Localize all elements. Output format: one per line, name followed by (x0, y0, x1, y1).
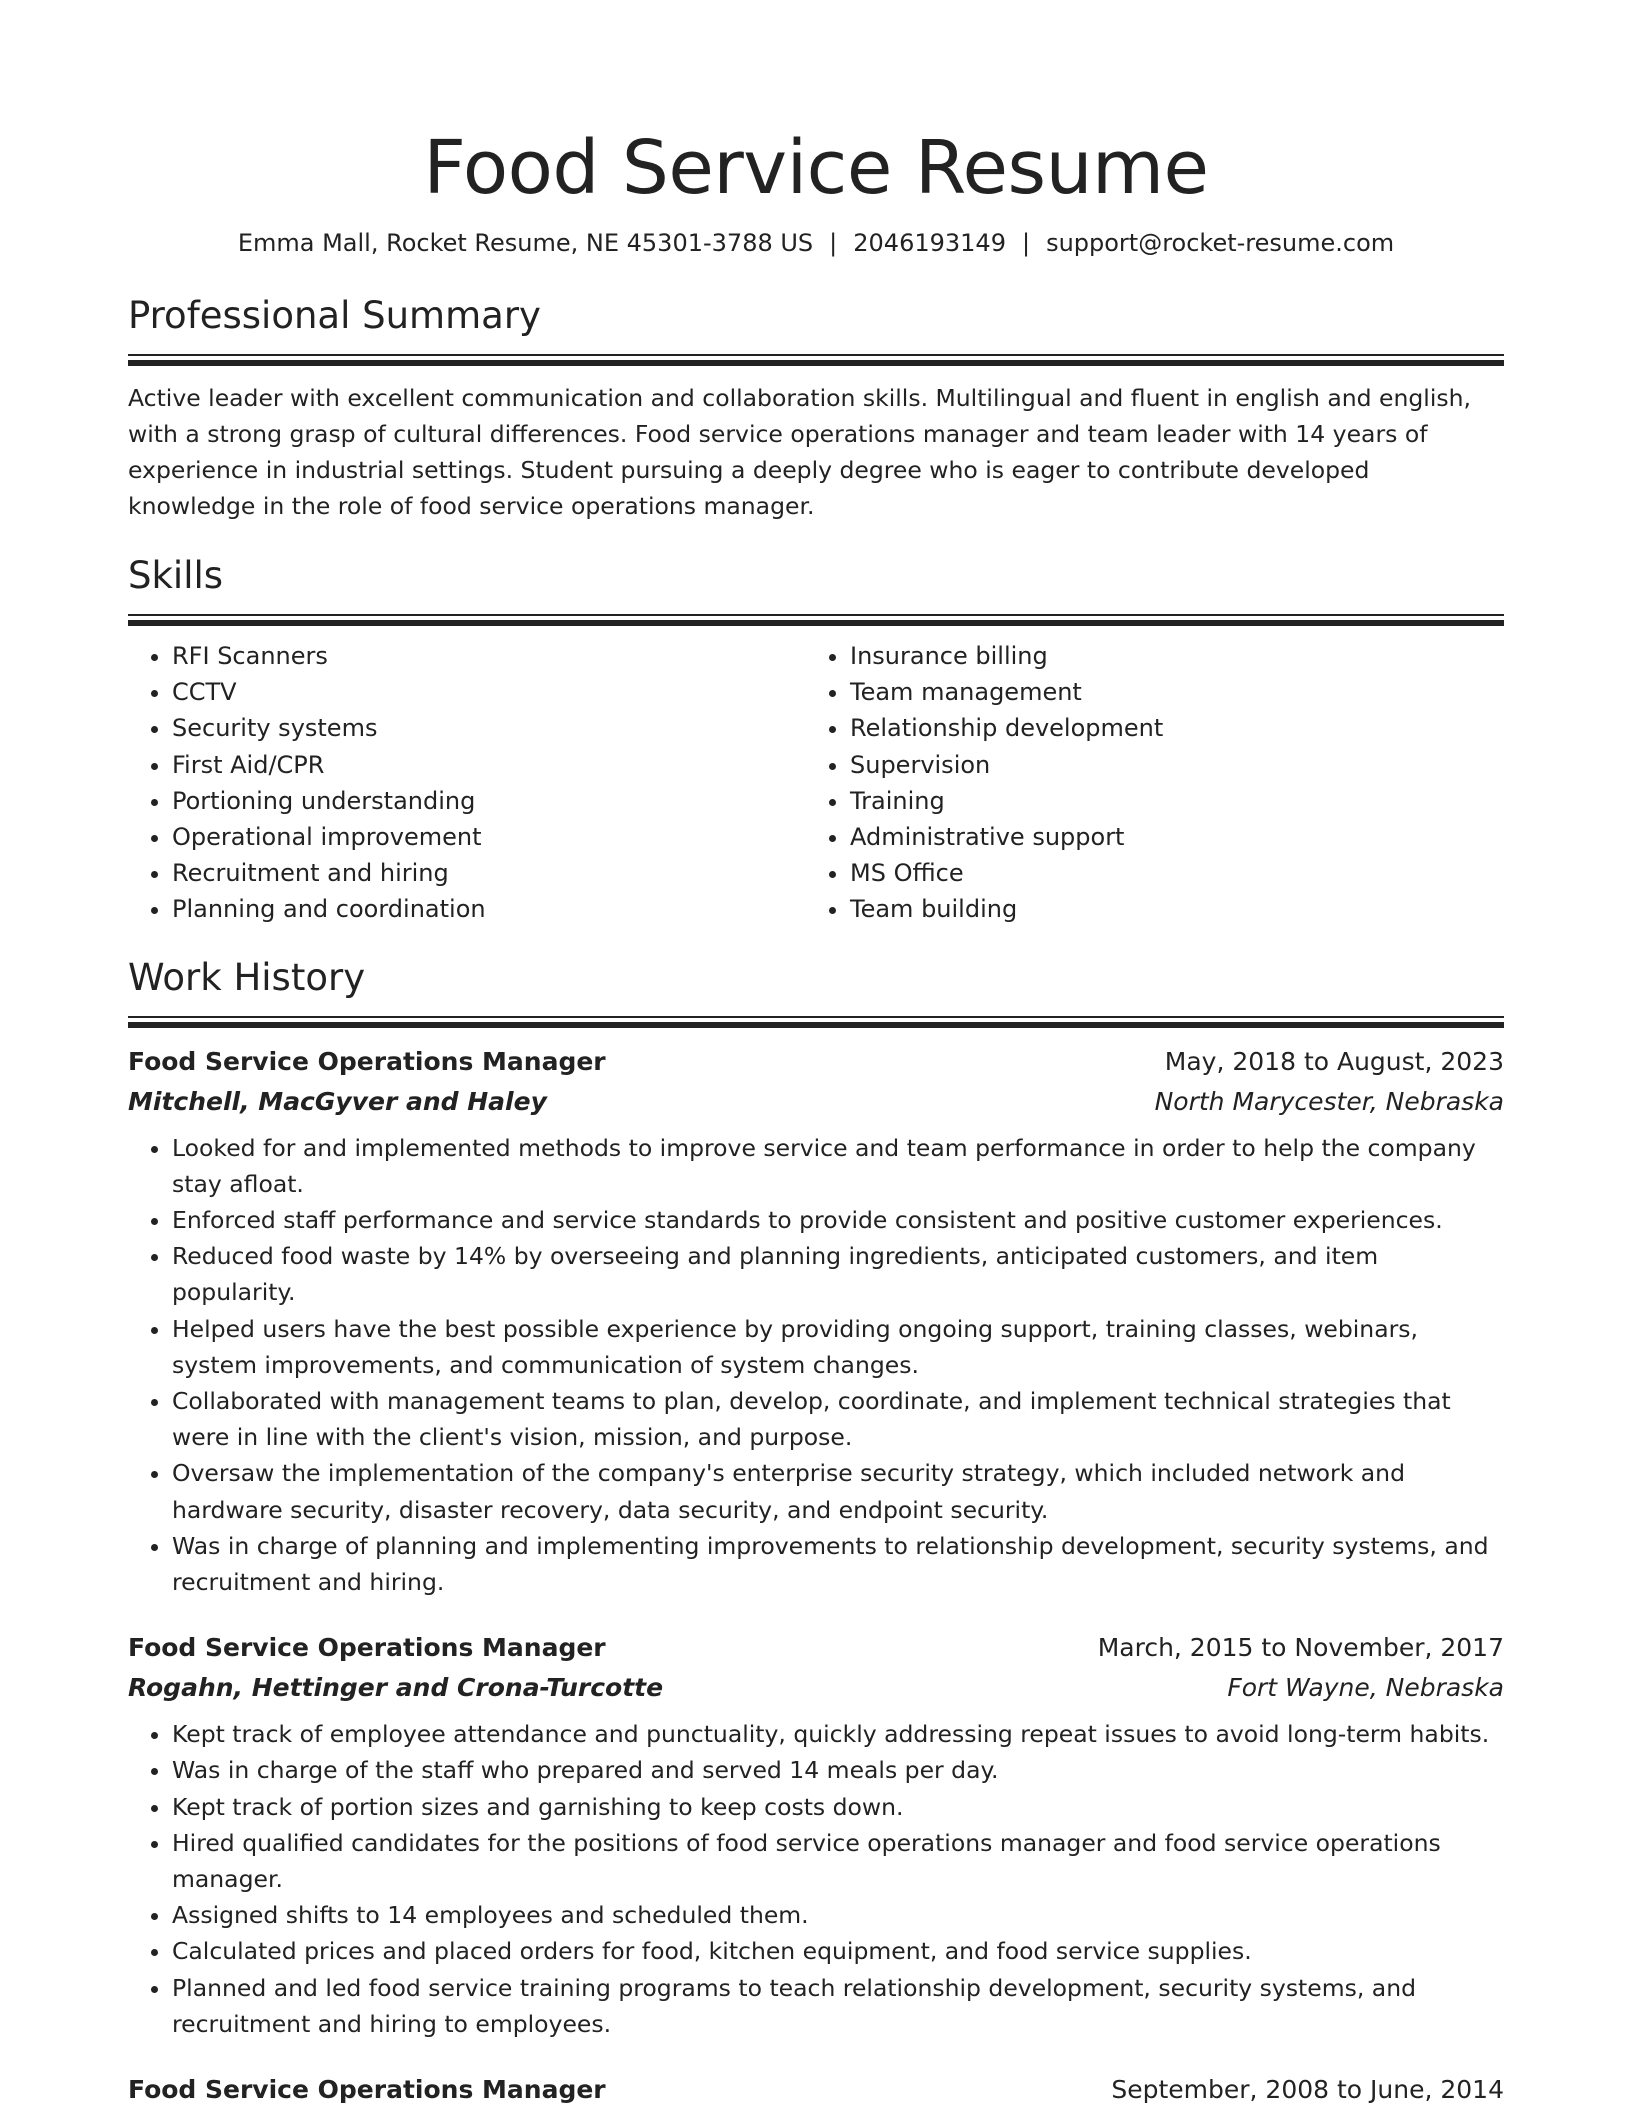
skills-list-left (128, 638, 806, 928)
skill-item: • MS Office (850, 855, 1484, 891)
skill-item: • Security systems (172, 710, 806, 746)
skill-item: • RFI Scanners (172, 638, 806, 674)
job-subheader (128, 1082, 1504, 1122)
job-company: Rogahn, Hettinger and Crona-Turcotte (128, 1673, 664, 1703)
job-bullet: • Collaborated with management teams to plan, develop, coordinate, and implement technical strategies that were in line with the client's vision, mission, and purpose. (172, 1383, 1504, 1455)
job-bullet: • Calculated prices and placed orders for food, kitchen equipment, and food service supplies. (172, 1933, 1504, 1969)
work-heading: Work History (128, 955, 366, 999)
skill-item: • Insurance billing (850, 638, 1484, 674)
skills-list-right (806, 638, 1484, 928)
job-bullet: • Hired qualified candidates for the positions of food service operations manager and food service operations manager. (172, 1825, 1504, 1897)
skill-item: • Portioning understanding (172, 783, 806, 819)
summary-text: Active leader with excellent communication and collaboration skills. Multilingual and fluent in english and english, with a strong grasp of cultural differences. Food service operations manager and team leader with 14 years of experience in industrial settings. Student pursuing a deeply degree who is eager to contribute developed knowledge in the role of food service operations manager. (128, 384, 1471, 520)
job-header (128, 1628, 1504, 1668)
job-dates: March, 2015 to November, 2017 (1097, 1633, 1504, 1663)
job-bullet: • Enforced staff performance and service standards to provide consistent and positive customer experiences. (172, 1202, 1504, 1238)
contact-address: Emma Mall, Rocket Resume, NE 45301-3788 US (237, 229, 814, 257)
skill-item: • Relationship development (850, 710, 1484, 746)
summary-section (128, 292, 1504, 524)
job-entry (128, 1628, 1504, 2042)
skill-item: • CCTV (172, 674, 806, 710)
job-bullet: • Assigned shifts to 14 employees and scheduled them. (172, 1897, 1504, 1933)
job-bullet: • Was in charge of the staff who prepared and served 14 meals per day. (172, 1752, 1504, 1788)
job-entry (128, 2070, 1504, 2110)
job-title: Food Service Operations Manager (128, 2075, 606, 2105)
skill-item: • Team building (850, 891, 1484, 927)
section-divider (128, 1016, 1504, 1028)
contact-line (128, 226, 1504, 260)
job-bullet: • Helped users have the best possible experience by providing ongoing support, training classes, webinars, system improvements, and communication of system changes. (172, 1311, 1504, 1383)
job-bullet: • Oversaw the implementation of the company's enterprise security strategy, which included network and hardware security, disaster recovery, data security, and endpoint security. (172, 1455, 1504, 1527)
job-dates: September, 2008 to June, 2014 (1111, 2075, 1504, 2105)
job-header (128, 1042, 1504, 1082)
job-title: Food Service Operations Manager (128, 1046, 606, 1076)
skills-section (128, 552, 1504, 928)
job-entry (128, 1042, 1504, 1601)
skill-item: • First Aid/CPR (172, 747, 806, 783)
skill-item: • Team management (850, 674, 1484, 710)
job-bullets (128, 1716, 1504, 2042)
job-bullet: • Was in charge of planning and implementing improvements to relationship development, security systems, and recruitment and hiring. (172, 1528, 1504, 1600)
summary-heading: Professional Summary (128, 294, 541, 337)
job-bullet: • Kept track of employee attendance and punctuality, quickly addressing repeat issues to avoid long-term habits. (172, 1716, 1504, 1752)
skill-item: • Planning and coordination (172, 891, 806, 927)
skill-item: • Recruitment and hiring (172, 855, 806, 891)
skill-item: • Training (850, 783, 1484, 819)
resume-page (128, 0, 1504, 2110)
work-section (128, 954, 1504, 2110)
job-bullet: • Reduced food waste by 14% by overseeing and planning ingredients, anticipated customers, and item popularity. (172, 1238, 1504, 1310)
job-company: Mitchell, MacGyver and Haley (128, 1086, 547, 1116)
job-header (128, 2070, 1504, 2110)
job-bullet: • Kept track of portion sizes and garnishing to keep costs down. (172, 1789, 1504, 1825)
job-bullet: • Planned and led food service training programs to teach relationship development, security systems, and recruitment and hiring to employees. (172, 1970, 1504, 2042)
job-location: Fort Wayne, Nebraska (1227, 1673, 1504, 1703)
job-title: Food Service Operations Manager (128, 1633, 606, 1663)
section-divider (128, 614, 1504, 626)
section-divider (128, 354, 1504, 366)
skill-item: • Operational improvement (172, 819, 806, 855)
skills-columns (128, 638, 1504, 928)
skill-item: • Administrative support (850, 819, 1484, 855)
contact-email: support@rocket-resume.com (1046, 229, 1395, 257)
skill-item: • Supervision (850, 747, 1484, 783)
contact-separator: | (829, 229, 838, 257)
resume-title: Food Service Resume (423, 125, 1209, 211)
contact-separator: | (1021, 229, 1031, 257)
job-bullets (128, 1130, 1504, 1601)
job-bullet: • Looked for and implemented methods to improve service and team performance in order to help the company stay afloat. (172, 1130, 1504, 1202)
contact-phone: 2046193149 (853, 229, 1006, 257)
job-dates: May, 2018 to August, 2023 (1164, 1046, 1504, 1076)
job-location: North Marycester, Nebraska (1154, 1086, 1504, 1116)
skills-heading: Skills (128, 554, 224, 597)
job-subheader (128, 1668, 1504, 1708)
